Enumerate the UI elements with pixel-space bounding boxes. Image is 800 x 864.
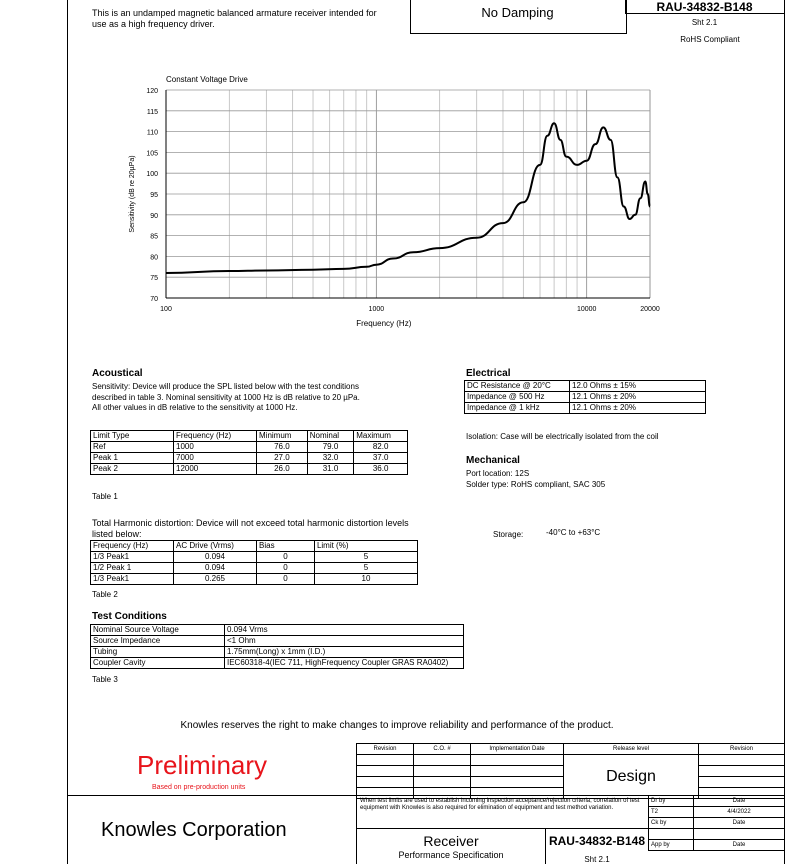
y-tick-label: 95: [150, 192, 158, 199]
header-description: This is an undamped magnetic balanced armature receiver intended for use as a high frequency driver.: [92, 8, 377, 29]
table-row: [91, 453, 408, 464]
table3-caption: Table 3: [92, 675, 118, 684]
y-tick-label: 70: [150, 296, 158, 303]
table-header: Implementation Date: [471, 744, 564, 755]
y-tick-label: 105: [146, 150, 158, 158]
table-cell: 1.75mm(Long) x 1mm (I.D.): [225, 647, 464, 658]
table-cell: 10: [314, 574, 417, 585]
thd-text-2: listed below:: [92, 529, 142, 539]
damping-label: No Damping: [481, 5, 554, 20]
table-cell: 26.0: [257, 464, 308, 475]
table-header: C.O. #: [414, 744, 471, 755]
table-header: Bias: [257, 541, 315, 552]
storage-label: Storage:: [493, 530, 524, 539]
electrical-title: Electrical: [466, 368, 511, 379]
table-cell: <1 Ohm: [225, 636, 464, 647]
solder-type: Solder type: RoHS compliant, SAC 305: [466, 480, 606, 489]
table-cell: 31.0: [307, 464, 354, 475]
sensitivity-table: [90, 430, 408, 475]
table-row: [465, 392, 706, 403]
table-cell: Coupler Cavity: [91, 658, 225, 669]
mechanical-title: Mechanical: [466, 455, 520, 466]
table-row: [91, 574, 418, 585]
table-cell: 0.094: [174, 552, 257, 563]
table-cell: 82.0: [354, 442, 408, 453]
table-cell: 0: [257, 574, 315, 585]
thd-text-1: Total Harmonic distortion: Device will not exceed total harmonic distortion levels: [92, 518, 409, 528]
y-axis-label: Sensitivity (dB re 20µPa): [129, 155, 136, 233]
table-row: [91, 464, 408, 475]
header-part-number: RAU-34832-B148: [656, 0, 753, 14]
preliminary-subtext: Based on pre-production units: [152, 784, 246, 791]
table-row: [91, 552, 418, 563]
x-tick-label: 100: [160, 306, 172, 313]
frame-left-border: [67, 0, 68, 864]
table-cell: Date: [694, 840, 785, 851]
y-tick-label: 90: [150, 212, 158, 220]
table-cell: 1/3 Peak1: [91, 552, 174, 563]
chart-title: Constant Voltage Drive: [166, 75, 248, 84]
table-cell: 7000: [174, 453, 257, 464]
product-name: Receiver: [423, 833, 479, 849]
table-header: Maximum: [354, 431, 408, 442]
company-name: Knowles Corporation: [101, 819, 287, 841]
table-cell: 37.0: [354, 453, 408, 464]
y-tick-label: 120: [146, 88, 158, 95]
table-cell: 12000: [174, 464, 257, 475]
frame-right-border: [784, 0, 785, 864]
x-axis-label: Frequency (Hz): [356, 319, 412, 328]
inspection-note: When test limits are used to establish incoming inspection acceptance/rejection criteria, correlation of test equipment with Knowles is also required for elimination of equipment and test method variation.: [360, 798, 640, 811]
table-row: [91, 625, 464, 636]
table-row: [91, 636, 464, 647]
table-cell: 0: [257, 552, 315, 563]
table-header: Minimum: [257, 431, 308, 442]
table-cell: Dr by: [649, 796, 694, 807]
table-cell: 12.1 Ohms ± 20%: [570, 403, 706, 414]
table-cell: DC Resistance @ 20°C: [465, 381, 570, 392]
thd-table: [90, 540, 418, 585]
table-header: Frequency (Hz): [91, 541, 174, 552]
table-cell: 1000: [174, 442, 257, 453]
port-location: Port location: 12S: [466, 469, 530, 478]
footer-part-number: RAU-34832-B148: [548, 834, 646, 848]
table-header: Revision: [699, 744, 785, 755]
y-tick-label: 80: [150, 254, 158, 262]
table-header: AC Drive (Vrms): [174, 541, 257, 552]
table-cell: 1/2 Peak 1: [91, 563, 174, 574]
table-cell: Source Impedance: [91, 636, 225, 647]
table-header: Limit Type: [91, 431, 174, 442]
table-row: [91, 647, 464, 658]
table-cell: Impedance @ 500 Hz: [465, 392, 570, 403]
table-cell: 32.0: [307, 453, 354, 464]
test-conditions-table: [90, 624, 464, 669]
table-cell: 0.265: [174, 574, 257, 585]
y-tick-label: 100: [146, 171, 158, 179]
test-conditions-title: Test Conditions: [92, 611, 167, 622]
footer-sheet: Sht 2.1: [584, 855, 610, 864]
table-row: [465, 381, 706, 392]
header-rohs: RoHS Compliant: [680, 35, 740, 44]
table-cell: Ref: [91, 442, 174, 453]
table-cell: 12.1 Ohms ± 20%: [570, 392, 706, 403]
table-cell: IEC60318-4(IEC 711, HighFrequency Coupler GRAS RA0402): [225, 658, 464, 669]
y-tick-label: 115: [146, 108, 158, 116]
table-cell: Date: [694, 818, 785, 829]
table-cell: T2: [649, 807, 694, 818]
y-tick-label: 110: [146, 129, 158, 137]
table-cell: 5: [314, 552, 417, 563]
table-cell: Ck by: [649, 818, 694, 829]
y-tick-label: 85: [150, 233, 158, 241]
table-cell: 12.0 Ohms ± 15%: [570, 381, 706, 392]
table-header: Release level: [564, 744, 699, 755]
table-cell: 27.0: [257, 453, 308, 464]
table-cell: Tubing: [91, 647, 225, 658]
table-cell: 0.094 Vrms: [225, 625, 464, 636]
disclaimer: Knowles reserves the right to make changes to improve reliability and performance of the product.: [180, 720, 614, 731]
table-cell: 5: [314, 563, 417, 574]
electrical-table: [464, 380, 706, 414]
acoustical-text-3: All other values in dB relative to the sensitivity at 1000 Hz.: [92, 403, 298, 412]
table-cell: 79.0: [307, 442, 354, 453]
storage-value: -40°C to +63°C: [546, 528, 601, 537]
table-cell: 4/4/2022: [694, 807, 785, 818]
table-cell: Peak 2: [91, 464, 174, 475]
table-cell: 0: [257, 563, 315, 574]
table-header: Frequency (Hz): [174, 431, 257, 442]
footer-divider: [357, 828, 648, 829]
table-row: [91, 563, 418, 574]
table2-caption: Table 2: [92, 590, 118, 599]
table-row: [465, 403, 706, 414]
product-subtitle: Performance Specification: [398, 850, 504, 860]
table-cell: Peak 1: [91, 453, 174, 464]
table-header: Revision: [357, 744, 414, 755]
approval-table: [648, 795, 785, 851]
table-header: Nominal: [307, 431, 354, 442]
table-cell: App by: [649, 840, 694, 851]
table-header: Limit (%): [314, 541, 417, 552]
x-tick-label: 1000: [368, 306, 385, 313]
table-cell: Impedance @ 1 kHz: [465, 403, 570, 414]
table-row: [91, 658, 464, 669]
table-cell: 36.0: [354, 464, 408, 475]
table-cell: 0.094: [174, 563, 257, 574]
acoustical-text-2: described in table 3. Nominal sensitivity at 1000 Hz is dB relative to 20 µPa.: [92, 393, 360, 402]
table-cell: Nominal Source Voltage: [91, 625, 225, 636]
revision-table: [356, 743, 785, 799]
table-cell: 76.0: [257, 442, 308, 453]
y-tick-label: 75: [150, 275, 158, 283]
table-cell: Date: [694, 796, 785, 807]
preliminary-label: Preliminary: [137, 750, 268, 780]
frequency-response-chart: [100, 70, 680, 340]
table-row: [91, 442, 408, 453]
table-cell: 1/3 Peak1: [91, 574, 174, 585]
acoustical-text-1: Sensitivity: Device will produce the SPL listed below with the test conditions: [92, 382, 359, 391]
isolation-text: Isolation: Case will be electrically isolated from the coil: [466, 432, 659, 441]
header-sheet: Sht 2.1: [691, 18, 718, 27]
release-level: Design: [564, 755, 699, 799]
table1-caption: Table 1: [92, 492, 118, 501]
acoustical-title: Acoustical: [92, 368, 143, 379]
x-tick-label: 20000: [640, 306, 660, 313]
x-tick-label: 10000: [576, 306, 597, 313]
